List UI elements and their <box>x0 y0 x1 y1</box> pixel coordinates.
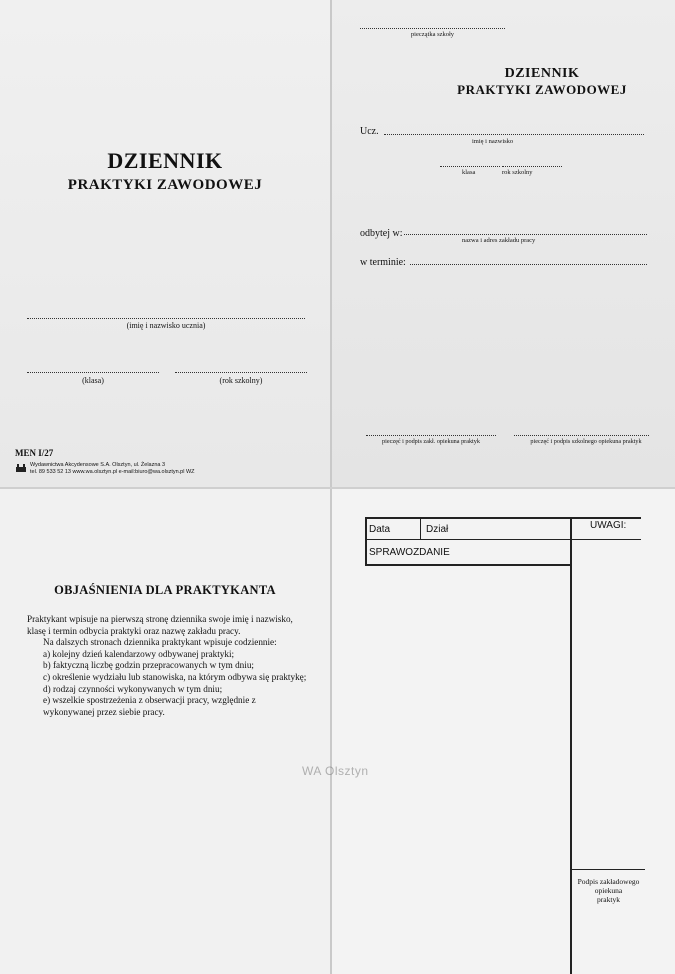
col-dept: Dział <box>426 524 449 535</box>
student-line <box>384 134 644 135</box>
class-line-2 <box>440 166 500 167</box>
name-line <box>27 318 305 319</box>
signature-box-line <box>570 869 645 870</box>
year-line <box>175 372 307 373</box>
signature-line-2: opiekuna <box>594 886 623 895</box>
signature-line-3: praktyk <box>597 895 620 904</box>
instructions-heading: OBJAŚNIENIA DLA PRAKTYKANTA <box>54 583 276 597</box>
publisher-line-1: Wydawnictwa Akcydensowe S.A. Olsztyn, ul. Żelazna 3 <box>30 462 166 468</box>
sig-right-line <box>514 435 649 436</box>
table-header-line <box>365 539 641 540</box>
instructions-body <box>27 614 309 718</box>
table-top-line <box>365 517 641 519</box>
watermark: WA Olsztyn <box>302 764 369 778</box>
name-caption: (imię i nazwisko ucznia) <box>126 321 206 330</box>
inside-subtitle: PRAKTYKI ZAWODOWEJ <box>457 82 627 97</box>
inside-title-page <box>332 0 675 487</box>
sig-left-caption: pieczęć i podpis zakł. opiekuna praktyk <box>382 438 480 445</box>
cover-page <box>0 0 330 487</box>
signature-caption <box>572 877 645 904</box>
log-table-page <box>332 489 675 974</box>
stamp-line <box>360 28 505 29</box>
cover-title: DZIENNIK <box>107 148 223 173</box>
row-report: SPRAWOZDANIE <box>369 547 450 558</box>
stamp-caption: pieczątka szkoły <box>410 31 455 38</box>
term-label: w terminie: <box>360 257 406 268</box>
col-remarks: UWAGI: <box>590 520 627 531</box>
class-caption: (klasa) <box>82 376 104 385</box>
signature-line-1: Podpis zakładowego <box>577 877 640 886</box>
student-name-caption: imię i nazwisko <box>472 138 514 145</box>
publisher-line-2: tel. 89 533 52 13 www.wa.olsztyn.pl e-mail:biuro@wa.olsztyn.pl WZ <box>30 469 195 475</box>
year-line-2 <box>502 166 562 167</box>
workplace-caption: nazwa i adres zakładu pracy <box>462 237 536 244</box>
workplace-line <box>404 234 647 235</box>
class-line <box>27 372 159 373</box>
sig-left-line <box>366 435 496 436</box>
instructions-item-c: c) określenie wydziału lub stanowiska, na którym odbywa się praktykę; <box>43 671 307 682</box>
table-left-line <box>365 517 367 565</box>
sig-right-caption: pieczęć i podpis szkolnego opiekuna praktyk <box>530 438 642 445</box>
instructions-page <box>0 489 330 974</box>
instructions-item-d: d) rodzaj czynności wykonywanych w tym dniu; <box>43 683 223 694</box>
cover-subtitle: PRAKTYKI ZAWODOWEJ <box>67 177 263 193</box>
instructions-item-a: a) kolejny dzień kalendarzowy odbywanej praktyki; <box>43 648 235 659</box>
instructions-para-1: Praktykant wpisuje na pierwszą stronę dziennika swoje imię i nazwisko, klasę i termin odbycia praktyki oraz nazwę zakładu pracy. <box>27 614 293 636</box>
table-remarks-divider <box>570 517 572 974</box>
publisher-logo-icon <box>15 463 27 473</box>
instructions-item-e: e) wszelkie spostrzeżenia z obserwacji pracy, względnie z wykonywanej przez siebie pracy. <box>43 695 256 717</box>
year-caption-2: rok szkolny <box>502 169 533 176</box>
student-label: Ucz. <box>360 126 379 137</box>
page-divider <box>0 487 675 489</box>
instructions-para-2: Na dalszych stronach dziennika praktykant wpisuje codziennie: <box>43 637 277 648</box>
class-caption-2: klasa <box>462 169 476 176</box>
table-date-divider <box>420 517 421 540</box>
inside-title: DZIENNIK <box>504 66 580 81</box>
year-caption: (rok szkolny) <box>219 376 263 385</box>
instructions-item-b: b) faktyczną liczbę godzin przepracowanych w tym dniu; <box>43 660 254 671</box>
table-report-line <box>365 564 571 566</box>
completed-label: odbytej w: <box>360 228 403 239</box>
col-date: Data <box>369 524 391 535</box>
term-line <box>410 264 647 265</box>
form-code: MEN I/27 <box>15 448 54 458</box>
